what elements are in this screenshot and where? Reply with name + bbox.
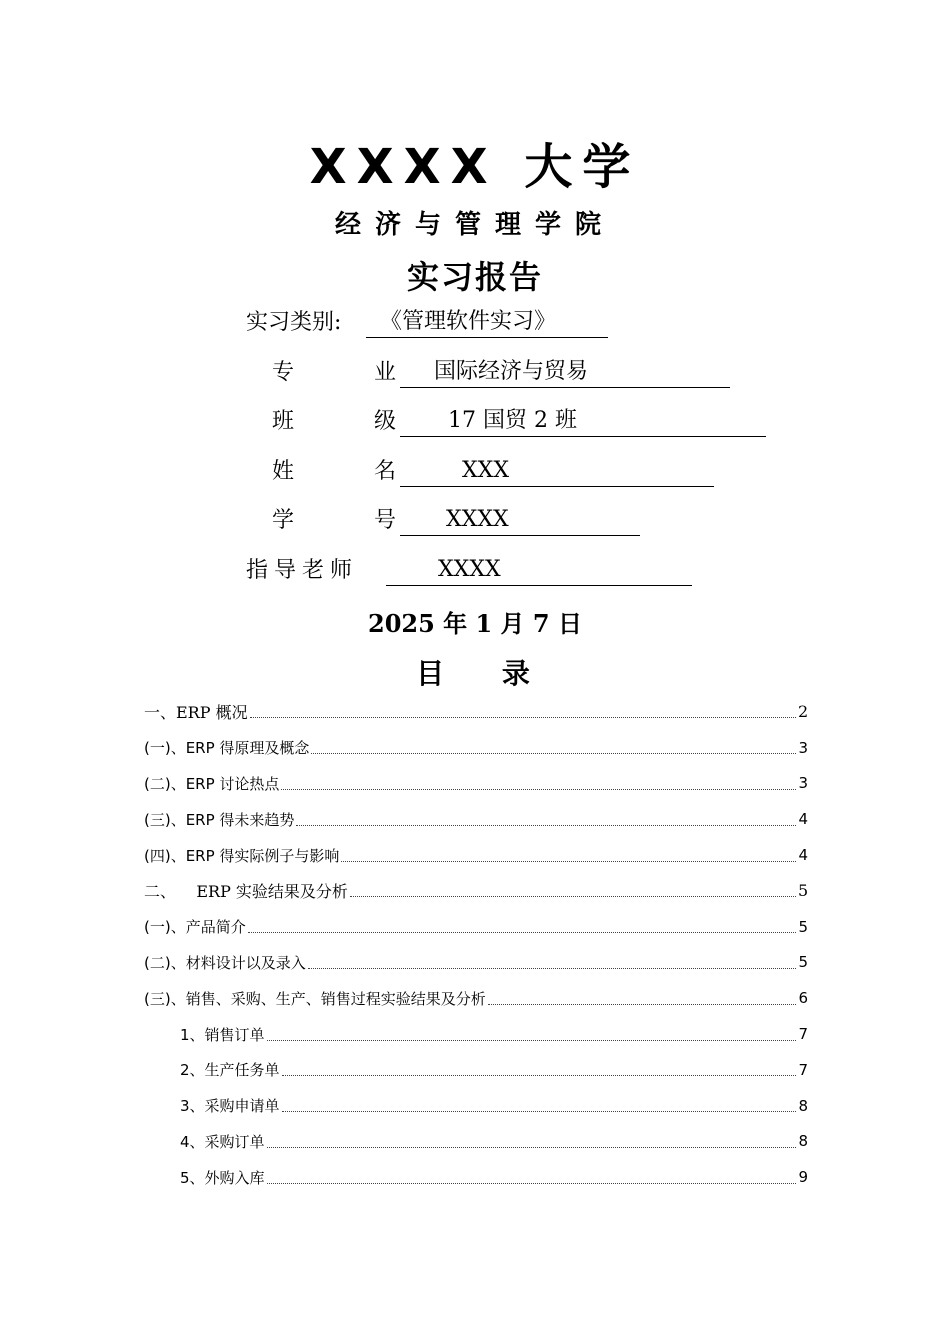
toc-leader-dots (311, 741, 796, 754)
toc-entry[interactable] (144, 1052, 808, 1088)
toc-entry-page: 5 (798, 881, 809, 901)
toc-leader-dots (282, 1099, 796, 1112)
toc-entry-text: 1、销售订单 (180, 1025, 265, 1044)
report-date: 2025 年 1 月 7 日 (368, 609, 582, 638)
name-label-1: 姓 (272, 459, 295, 484)
toc-entry-text: 4、采购订单 (180, 1132, 265, 1151)
major-label-2: 业 (374, 360, 397, 385)
toc-leader-dots (267, 1135, 796, 1148)
class-label-2: 级 (374, 409, 397, 434)
toc-entry-page: 3 (798, 774, 808, 793)
toc-entry-text: 二、 ERP 实验结果及分析 (144, 882, 348, 902)
toc-entry[interactable] (144, 1124, 808, 1160)
university-title: XXXX 大学 (309, 139, 641, 195)
toc-entry-text: (三)、ERP 得未来趋势 (144, 810, 295, 829)
toc-entry-text: (一)、产品简介 (144, 918, 246, 937)
advisor-value: XXXX (386, 554, 692, 586)
toc-entry-text: (一)、ERP 得原理及概念 (144, 739, 310, 758)
toc-leader-dots (267, 1171, 796, 1184)
toc-entry-page: 3 (798, 738, 808, 757)
category-value: 《管理软件实习》 (366, 306, 608, 338)
class-label-1: 班 (272, 409, 295, 434)
toc-entry[interactable] (144, 945, 808, 981)
toc-leader-dots (308, 956, 796, 969)
toc-entry-page: 5 (798, 953, 808, 972)
toc-entry-page: 9 (798, 1168, 808, 1187)
name-value: XXX (400, 455, 714, 487)
toc-entry-page: 4 (798, 846, 808, 865)
toc-entry-page: 5 (798, 917, 808, 936)
toc-entry[interactable] (144, 1159, 808, 1195)
toc-leader-dots (296, 813, 796, 826)
toc-entry-text: (四)、ERP 得实际例子与影响 (144, 846, 340, 865)
toc-entry-page: 8 (798, 1096, 808, 1115)
toc-entry-text: 一、ERP 概况 (144, 703, 248, 723)
class-value: 17 国贸 2 班 (400, 405, 766, 437)
report-title: 实习报告 (406, 258, 543, 296)
toc-entry-page: 7 (798, 1025, 808, 1044)
toc-entry-page: 8 (798, 1132, 808, 1151)
name-label-2: 名 (374, 459, 397, 484)
toc-entry[interactable] (144, 909, 808, 945)
toc-leader-dots (350, 884, 796, 897)
toc-entry-page: 7 (798, 1060, 808, 1079)
table-of-contents (144, 694, 808, 1195)
toc-entry[interactable] (144, 873, 808, 909)
toc-entry[interactable] (144, 730, 808, 766)
toc-leader-dots (267, 1028, 796, 1041)
toc-entry[interactable] (144, 1016, 808, 1052)
student-id-value: XXXX (400, 504, 640, 536)
toc-entry-page: 4 (798, 810, 808, 829)
major-value: 国际经济与贸易 (400, 356, 730, 388)
toc-entry[interactable] (144, 837, 808, 873)
toc-leader-dots (281, 777, 796, 790)
toc-entry-text: (二)、材料设计以及录入 (144, 953, 306, 972)
toc-entry-text: (二)、ERP 讨论热点 (144, 774, 280, 793)
toc-leader-dots (282, 1063, 796, 1076)
college-title: 经济与管理学院 (334, 210, 615, 240)
toc-entry[interactable] (144, 980, 808, 1016)
category-label: 实习类别: (246, 310, 342, 335)
toc-entry-text: (三)、销售、采购、生产、销售过程实验结果及分析 (144, 989, 486, 1008)
toc-entry-page: 6 (798, 989, 808, 1008)
toc-entry[interactable] (144, 801, 808, 837)
toc-leader-dots (341, 849, 796, 862)
major-label-1: 专 (272, 360, 295, 385)
toc-entry[interactable] (144, 1088, 808, 1124)
id-label-2: 号 (374, 508, 397, 533)
id-label-1: 学 (272, 508, 295, 533)
toc-entry-text: 3、采购申请单 (180, 1097, 280, 1116)
toc-title: 目 录 (416, 657, 554, 690)
toc-leader-dots (488, 992, 796, 1005)
advisor-label: 指导老师 (246, 558, 359, 583)
toc-leader-dots (248, 920, 796, 933)
toc-entry[interactable] (144, 766, 808, 802)
toc-entry[interactable] (144, 694, 808, 730)
toc-entry-text: 2、生产任务单 (180, 1061, 280, 1080)
toc-leader-dots (250, 705, 796, 718)
toc-entry-page: 2 (798, 702, 809, 722)
toc-entry-text: 5、外购入库 (180, 1168, 265, 1187)
